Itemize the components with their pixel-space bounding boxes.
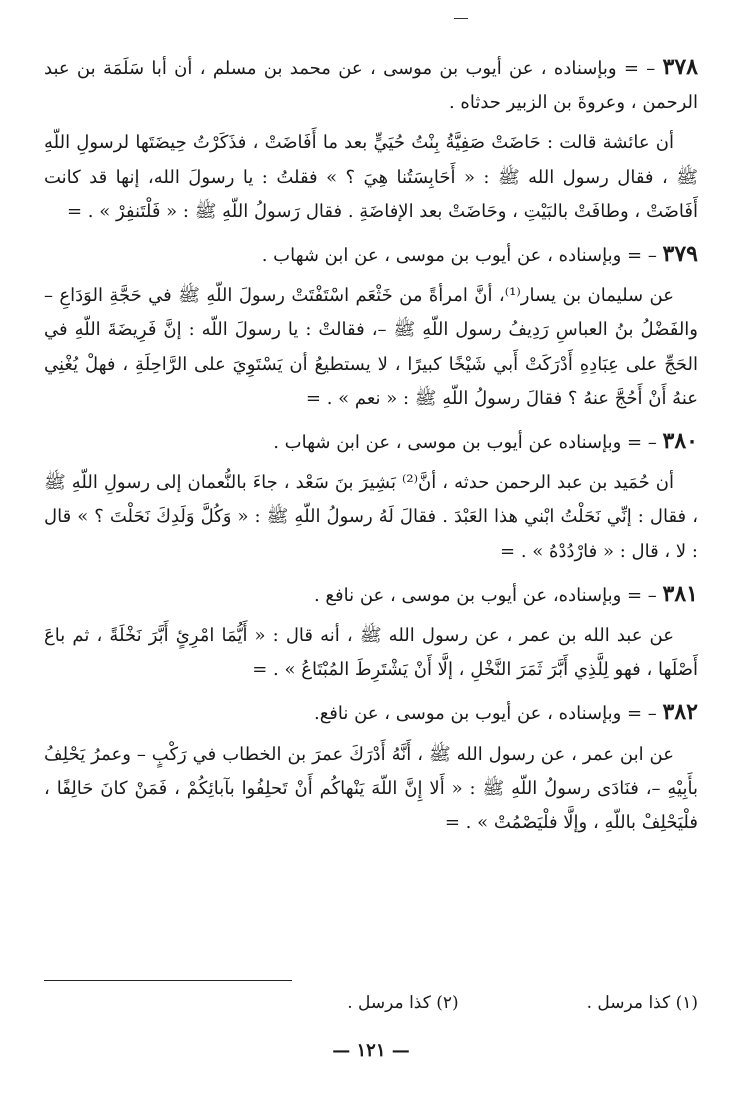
hadith-379-text: عن سليمان بن يسار⁽¹⁾، أنَّ امرأةً من خَثْعَم اسْتَفْتَتْ رسولَ اللّهِ ﷺ في حَجَّةِ الوَدَاعِ – والفَضْلُ بنُ العباسِ رَدِيفُ رسول اللّهِ ﷺ –، فقالتْ : يا رسولَ اللّه : إنَّ فَرِيضَةَ اللّهِ في الحَجِّ على عِبَادِهِ أَدْرَكَتْ أَبي شَيْخًا كبيرًا ، لا يستطيعُ أن يَسْتَوِيَ على الرَّاحِلَةِ ، فهلْ يُغْنِي عنهُ أَنْ أَحُجَّ عنهُ ؟ فقالَ رسولُ اللّهِ ﷺ : « نعم » . =: [44, 285, 698, 409]
hadith-number: ٣٨٢: [662, 699, 698, 726]
hadith-379-isnad: [44, 237, 698, 273]
hadith-381-text: عن عبد الله بن عمر ، عن رسول الله ﷺ ، أنه قال : « أَيُّمَا امْرِئٍ أَبَّرَ نَخْلَةً ، ثم باعَ أَصْلَها ، فهو لِلَّذِي أَبَّرَ ثَمَرَ النَّخْلِ ، إلَّا أَنْ يَشْتَرِطَ المُبْتَاعُ » . =: [44, 625, 698, 681]
hadith-380-isnad: [44, 424, 698, 460]
page-number: — ١٢١ —: [332, 1040, 410, 1061]
footnotes: [44, 988, 698, 1018]
footnotes-divider: [44, 980, 292, 981]
hadith-380-text: أن حُمَيد بن عبد الرحمن حدثه ، أنَّ⁽²⁾ بَشِيرَ بنَ سَعْد ، جاءَ بالنُّعمان إلى رسولِ اللّهِ ﷺ ، فقال : إنِّي نَحَلْتُ ابْني هذا العَبْدَ . فقالَ لَهُ رسولُ اللّهِ ﷺ : « وَكُلَّ وَلَدِكَ نَحَلْتَ ؟ » قال : لا ، قال : « فارْدُدْهُ » . =: [44, 472, 698, 562]
isnad-text: – = وبإسناده ، عن أيوب بن موسى ، عن نافع.: [313, 703, 663, 725]
isnad-text: – = وبإسناده ، عن أيوب بن موسى ، عن ابن شهاب .: [261, 245, 663, 267]
hadith-382-isnad: [44, 695, 698, 731]
hadith-378-isnad: [44, 50, 698, 120]
hadith-number: ٣٨١: [662, 580, 698, 607]
isnad-text: – = وبإسناده عن أيوب بن موسى ، عن ابن شهاب .: [273, 432, 663, 454]
top-mark: [454, 18, 468, 19]
hadith-381-isnad: [44, 577, 698, 613]
hadith-382-text: عن ابن عمر ، عن رسول الله ﷺ ، أَنَّهُ أَدْرَكَ عمرَ بن الخطاب في رَكْبٍ – وعمرُ يَحْلِفُ بأَبِيْهِ –، فنَادَى رسولُ اللّهِ ﷺ : « أَلا إِنَّ اللّهَ يَنْهاكُم أَنْ تَحلِفُوا بآبائِكُمْ ، فَمَنْ كانَ حَالِفًا ، فلْيَحْلِفْ باللّهِ ، وإلَّا فلْيَصْمُتْ » . =: [44, 743, 698, 834]
hadith-number: ٣٧٩: [662, 241, 698, 268]
footnote-2: (٢) كذا مرسل .: [347, 993, 459, 1013]
hadith-378-text: أن عائشة قالت : حَاضَتْ صَفِيَّةُ بِنْتُ حُيَيٍّ بعد ما أَفَاضَتْ ، فذَكَرْتُ حِيضَتَها لرسولِ اللّهِ ﷺ ، فقال رسول الله ﷺ : « أَحَابِسَتُنا هِيَ ؟ » فقلتُ : يا رسولَ الله، إنها قد كانت أَفَاضَتْ ، وطافَتْ بالبَيْتِ ، وحَاضَتْ بعد الإفاضَةِ . فقال رَسولُ اللّهِ ﷺ : « فَلْتَنفِرْ » . =: [44, 132, 698, 222]
hadith-number: ٣٨٠: [662, 428, 698, 455]
hadith-body: [44, 50, 698, 840]
hadith-number: ٣٧٨: [662, 54, 698, 80]
isnad-text: – = وبإسناده، عن أيوب بن موسى ، عن نافع .: [313, 584, 663, 606]
footnote-1: (١) كذا مرسل .: [586, 993, 698, 1013]
isnad-text: – = وبإسناده ، عن أيوب بن موسى ، عن محمد بن مسلم ، أن أبا سَلَمَة بن عبد الرحمن ، وعروةَ بن الزبير حدثاه .: [44, 58, 698, 114]
